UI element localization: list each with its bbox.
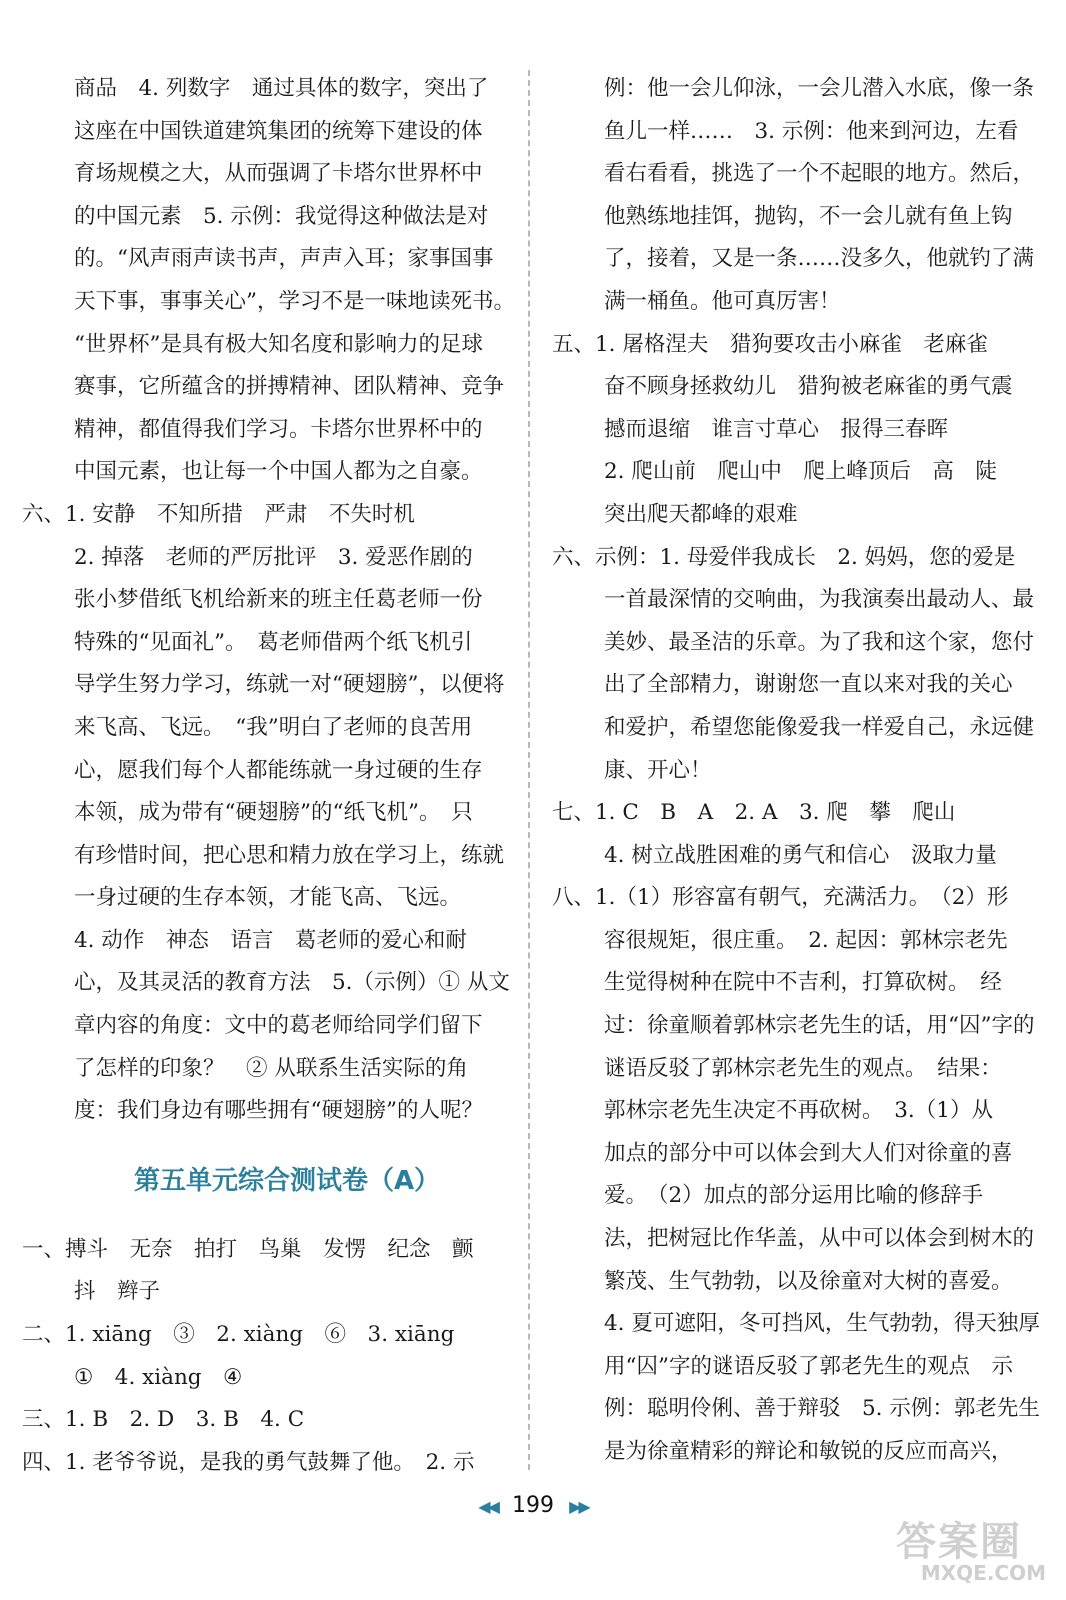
left-answer-lines	[22, 68, 522, 1133]
answer-line: 心，及其灵活的教育方法 5.（示例）① 从文	[74, 970, 510, 996]
answer-line: 法，把树冠比作华盖，从中可以体会到树木的	[604, 1226, 1035, 1252]
answer-line: 抖 辫子	[74, 1279, 161, 1305]
next-arrows-icon: ▶▶	[569, 1497, 588, 1516]
answer-line: 四、1. 老爷爷说，是我的勇气鼓舞了他。 2. 示	[22, 1449, 475, 1475]
answer-line: 容很规矩，很庄重。 2. 起因：郭林宗老先	[604, 927, 1008, 953]
right-answer-lines	[552, 68, 1044, 1474]
answer-line: 2. 掉落 老师的严厉批评 3. 爱恶作剧的	[74, 544, 473, 570]
left-column	[22, 68, 522, 1484]
answer-line: 生觉得树种在院中不吉利，打算砍树。 经	[604, 970, 1002, 996]
answer-line: 2. 爬山前 爬山中 爬上峰顶后 高 陡	[604, 459, 997, 485]
answer-line: 有珍惜时间，把心思和精力放在学习上，练就	[74, 842, 505, 868]
answer-line: 一、搏斗 无奈 拍打 鸟巢 发愣 纪念 颤	[22, 1236, 474, 1262]
answer-line: 和爱护，希望您能像爱我一样爱自己，永远健	[604, 714, 1035, 740]
answer-line: 了怎样的印象？ ② 从联系生活实际的角	[74, 1055, 468, 1081]
answer-line: 的。“风声雨声读书声，声声入耳；家事国事	[74, 246, 494, 272]
answer-line: 天下事，事事关心”，学习不是一味地读死书。	[74, 288, 515, 314]
answer-line: 赛事，它所蕴含的拼搏精神、团队精神、竞争	[74, 374, 505, 400]
prev-arrows-icon: ◀◀	[478, 1497, 497, 1516]
answer-line: 这座在中国铁道建筑集团的统筹下建设的体	[74, 118, 483, 144]
answer-line: 美妙、最圣洁的乐章。为了我和这个家，您付	[604, 629, 1035, 655]
answer-line: 中国元素，也让每一个中国人都为之自豪。	[74, 459, 483, 485]
answer-line: 度：我们身边有哪些拥有“硬翅膀”的人呢？	[74, 1098, 483, 1124]
answer-line: 三、1. B 2. D 3. B 4. C	[22, 1407, 305, 1433]
answer-line: 一身过硬的生存本领，才能飞高、飞远。	[74, 885, 462, 911]
answer-line: 五、1. 屠格涅夫 猎狗要攻击小麻雀 老麻雀	[552, 331, 988, 357]
answer-line: 是为徐童精彩的辩论和敏锐的反应而高兴，	[604, 1439, 1013, 1464]
answer-line: 奋不顾身拯救幼儿 猎狗被老麻雀的勇气震	[604, 374, 1013, 400]
answer-line: 育场规模之大，从而强调了卡塔尔世界杯中	[74, 161, 483, 187]
answer-line: 商品 4. 列数字 通过具体的数字，突出了	[74, 76, 489, 101]
answer-line: 4. 动作 神态 语言 葛老师的爱心和耐	[74, 927, 467, 953]
answer-line: 爱。 （2）加点的部分运用比喻的修辞手	[604, 1183, 984, 1209]
answer-line: 鱼儿一样…… 3. 示例：他来到河边，左看	[604, 118, 1019, 144]
answer-line: 精神，都值得我们学习。卡塔尔世界杯中的	[74, 416, 483, 442]
answer-line: 谜语反驳了郭林宗老先生的观点。 结果：	[604, 1055, 1002, 1081]
answer-line: 了，接着，又是一条……没多久，他就钓了满	[604, 246, 1035, 272]
watermark-logo	[896, 1519, 1046, 1588]
answer-line: 六、1. 安静 不知所措 严肃 不失时机	[22, 501, 415, 527]
answer-line: 张小梦借纸飞机给新来的班主任葛老师一份	[74, 587, 483, 613]
answer-line: 加点的部分中可以体会到大人们对徐童的喜	[604, 1140, 1013, 1166]
answer-line: 六、示例：1. 母爱伴我成长 2. 妈妈，您的爱是	[552, 544, 1016, 570]
answer-line: 的中国元素 5. 示例：我觉得这种做法是对	[74, 203, 489, 229]
answer-line: 看右看看，挑选了一个不起眼的地方。然后，	[604, 161, 1035, 187]
answer-line: 郭林宗老先生决定不再砍树。 3.（1）从	[604, 1098, 993, 1124]
answer-line: 过：徐童顺着郭林宗老先生的话，用“囚”字的	[604, 1013, 1035, 1039]
answer-line: 八、1.（1）形容富有朝气，充满活力。 （2）形	[552, 885, 1009, 911]
answer-line: 满一桶鱼。他可真厉害！	[604, 288, 841, 314]
answer-line: 心，愿我们每个人都能练就一身过硬的生存	[74, 757, 483, 783]
answer-line: 章内容的角度：文中的葛老师给同学们留下	[74, 1013, 483, 1039]
answer-line: 例：聪明伶俐、善于辩驳 5. 示例：郭老先生	[604, 1396, 1040, 1422]
answer-line: 繁茂、生气勃勃，以及徐童对大树的喜爱。	[604, 1268, 1013, 1294]
left-answer-lines-after-title	[22, 1229, 522, 1485]
watermark-logo-text: 答案圈	[896, 1519, 1022, 1565]
answer-line: 导学生努力学习，练就一对“硬翅膀”，以便将	[74, 672, 505, 698]
section-title: 第五单元综合测试卷（A）	[133, 1165, 441, 1196]
page-number: 199	[512, 1493, 554, 1518]
answer-line: “世界杯”是具有极大知名度和影响力的足球	[74, 331, 483, 357]
answer-line: 4. 夏可遮阳，冬可挡风，生气勃勃，得天独厚	[604, 1311, 1040, 1337]
answer-line: 用“囚”字的谜语反驳了郭老先生的观点 示	[604, 1353, 1013, 1379]
answer-line: 例：他一会儿仰泳，一会儿潜入水底，像一条	[604, 76, 1035, 101]
answer-line: 来飞高、飞远。 “我”明白了老师的良苦用	[74, 714, 473, 740]
column-divider	[528, 70, 530, 1470]
answer-line: 撼而退缩 谁言寸草心 报得三春晖	[604, 416, 949, 442]
answer-line: 本领，成为带有“硬翅膀”的“纸飞机”。 只	[74, 800, 473, 826]
answer-line: 二、1. xiāng ③ 2. xiàng ⑥ 3. xiāng	[22, 1322, 455, 1348]
answer-line: ① 4. xiàng ④	[74, 1364, 243, 1390]
answer-line: 突出爬天都峰的艰难	[604, 501, 798, 527]
answer-line: 4. 树立战胜困难的勇气和信心 汲取力量	[604, 842, 997, 868]
answer-line: 康、开心！	[604, 757, 712, 783]
answer-line: 一首最深情的交响曲，为我演奏出最动人、最	[604, 587, 1035, 613]
answer-line: 特殊的“见面礼”。 葛老师借两个纸飞机引	[74, 629, 473, 655]
answer-line: 七、1. C B A 2. A 3. 爬 攀 爬山	[552, 800, 956, 826]
watermark-url: MXQE.COM	[920, 1561, 1046, 1585]
right-column	[552, 68, 1044, 1474]
answer-line: 他熟练地挂饵，抛钩，不一会儿就有鱼上钩	[604, 203, 1013, 229]
answer-line: 出了全部精力，谢谢您一直以来对我的关心	[604, 672, 1013, 698]
